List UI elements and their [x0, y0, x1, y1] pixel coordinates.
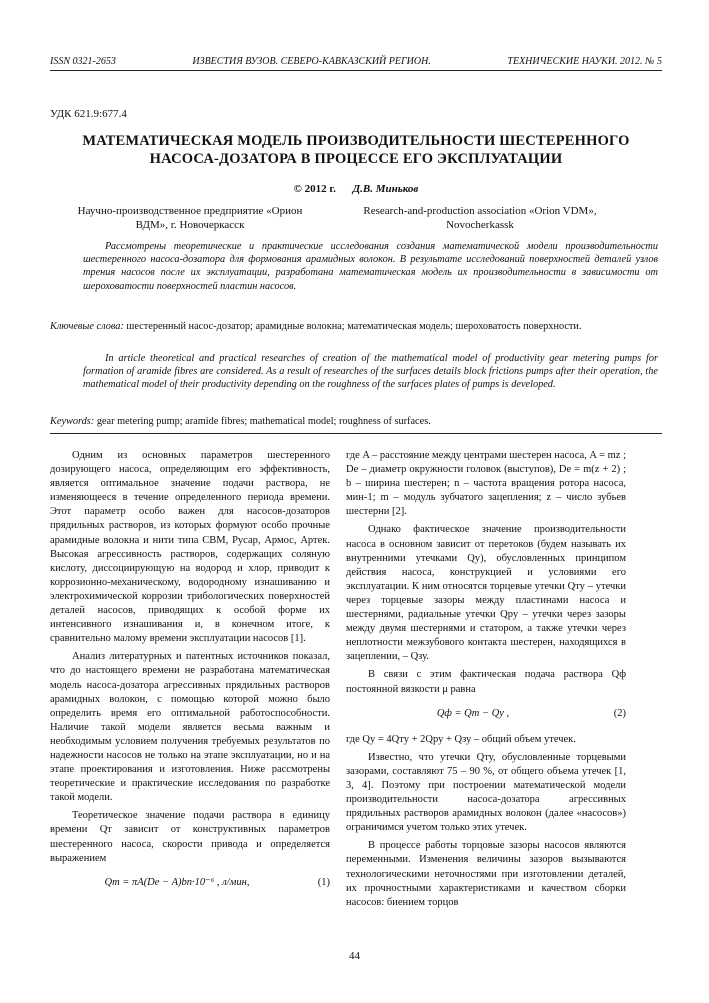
author-line — [50, 183, 662, 195]
abstract-en: In article theoretical and practical researches of creation of the mathematical model of productivity gear metering pumps for formation of aramide fibres are considered. As a result of researches of the surfaces details block frictions pumps after their operation, the mathematical model of their productivity depending on the roughness of the surfaces plates of pumps is developed. — [83, 353, 658, 391]
right-column — [346, 449, 626, 914]
keywords-ru-label: Ключевые слова: — [50, 321, 124, 332]
formula-2 — [346, 707, 626, 721]
formula-1-number: (1) — [317, 876, 330, 888]
formula-1-expression: Qт = πA(De − A)bn·10⁻⁶ , л/мин, — [104, 876, 250, 888]
paragraph: Теоретическое значение подачи раствора в единицу времени Qт зависит от конструктивных параметров шестеренного насоса, скорости привода и определяется выражением — [50, 810, 330, 864]
affiliation-ru: Научно-производственное предприятие «Орион ВДМ», г. Новочеркасск — [77, 205, 303, 231]
keywords-ru-text: шестеренный насос-дозатор; арамидные волокна; математическая модель; шероховатость поверхности. — [126, 321, 582, 332]
paragraph: где A – расстояние между центрами шестерен насоса, A = mz ; De – диаметр окружности головок (выступов), De = m(z + 2) ; b – ширина шестерен; n – частота вращения ротора насоса, мин-1; m – модуль зубчатого зацепления; z – число зубьев шестерни [2]. — [346, 450, 626, 518]
paragraph: Одним из основных параметров шестеренного дозирующего насоса, определяющим его эффективность, является оптимальное значение подачи раствора, не изменяющееся в течение определенного периода времени. Этот параметр особо важен для насосов-дозаторов прядильных растворов, из которых формуют особо прочные арамидные волокна и нити типа СВМ, Русар, Армос, Артек. Высокая агрессивность растворов, содержащих соляную кислоту, диссоциирующую на водород и хлор, приводит к коррозионно-механическому, водородному изнашиванию и электрохимической коррозии трибологических поверхностей деталей насосов, приводящих к особой форме их интенсивного изнашивания и, в конечном итоге, к сравнительно малому времени эксплуатации насосов [1]. — [50, 450, 330, 645]
keywords-en — [50, 415, 692, 428]
abstract-ru: Рассмотрены теоретические и практические исследования создания математической модели производительности шестеренного насоса-дозатора для формования арамидных волокон. В результате исследований поверхностей деталей узлов трения насосов после их эксплуатации, разработана математическая модель их производительности в зависимости от шероховатости поверхностей пластин насосов. — [83, 241, 658, 292]
left-column — [50, 449, 330, 902]
formula-1 — [50, 876, 330, 890]
journal-name: ИЗВЕСТИЯ ВУЗОВ. СЕВЕРО-КАВКАЗСКИЙ РЕГИОН. — [192, 56, 431, 67]
article-title: МАТЕМАТИЧЕСКАЯ МОДЕЛЬ ПРОИЗВОДИТЕЛЬНОСТИ ШЕСТЕРЕННОГО НАСОСА-ДОЗАТОРА В ПРОЦЕССЕ ЕГО ЭКСПЛУАТАЦИИ — [82, 133, 630, 167]
paragraph: В связи с этим фактическая подача раствора Qф постоянной вязкости μ равна — [346, 669, 626, 695]
author-name: Д.В. Миньков — [352, 183, 419, 195]
udk-code: УДК 621.9:677.4 — [50, 108, 127, 120]
keywords-en-text: gear metering pump; aramide fibres; mathematical model; roughness of surfaces. — [96, 416, 431, 427]
paragraph: Анализ литературных и патентных источников показал, что до настоящего времени не разработана математическая модель насоса-дозатора агрессивных прядильных растворов арамидных волокон, с помощью которой можно было определить время его оптимальной работоспособности. Наличие такой модели является весьма важным и необходимым условием получения требуемых результатов по надежности насосов не только на этапе эксплуатации, но и на этапе проектирования и изготовления. Ниже рассмотрены теоретические и практические исследования по разработке такой модели. — [50, 651, 330, 804]
issn: ISSN 0321-2653 — [50, 56, 116, 67]
keywords-en-label: Keywords: — [50, 416, 95, 427]
running-header — [50, 56, 662, 71]
affiliation-en: Research-and-production association «Orion VDM», Novocherkassk — [363, 205, 597, 231]
copyright: © 2012 г. — [293, 183, 336, 195]
page-number: 44 — [349, 950, 360, 962]
keywords-ru — [50, 320, 692, 333]
divider — [50, 433, 662, 434]
journal-section: ТЕХНИЧЕСКИЕ НАУКИ. 2012. № 5 — [507, 56, 662, 67]
paragraph: Известно, что утечки Qту, обусловленные торцевыми зазорами, составляют 75 – 90 %, от общего объема утечек [1, 3, 4]. Поэтому при построении математической модели производительности насоса-дозатора агрессивных прядильных растворов арамидных волокон (далее «насосов») ограничимся учетом только этих утечек. — [346, 751, 626, 834]
paragraph: Однако фактическое значение производительности насоса в основном зависит от перетоков (будем называть их внутренними утечками Qу), обусловленных принципом действия насоса, конструкцией и условиями его эксплуатации. К ним относятся торцевые утечки Qту – утечки через торцевые зазоры между пластинами насоса и шестернями, радиальные утечки Qру – утечки через зазоры между двумя шестернями и статором, а также утечки через неплотности межзубового контакта шестерен, находящихся в зацеплении, – Qзу. — [346, 524, 626, 663]
formula-2-expression: Qф = Qт − Qу , — [436, 707, 510, 719]
paragraph: В процессе работы торцовые зазоры насосов являются переменными. Изменения величины зазоров вызываются технологическими неточностями при изготовлении деталей, их прочностными характеристиками и качеством сборки насосов: биением торцов — [346, 840, 626, 908]
paragraph: где Qу = 4Qту + 2Qру + Qзу – общий объем утечек. — [346, 733, 576, 745]
formula-2-number: (2) — [613, 707, 626, 719]
